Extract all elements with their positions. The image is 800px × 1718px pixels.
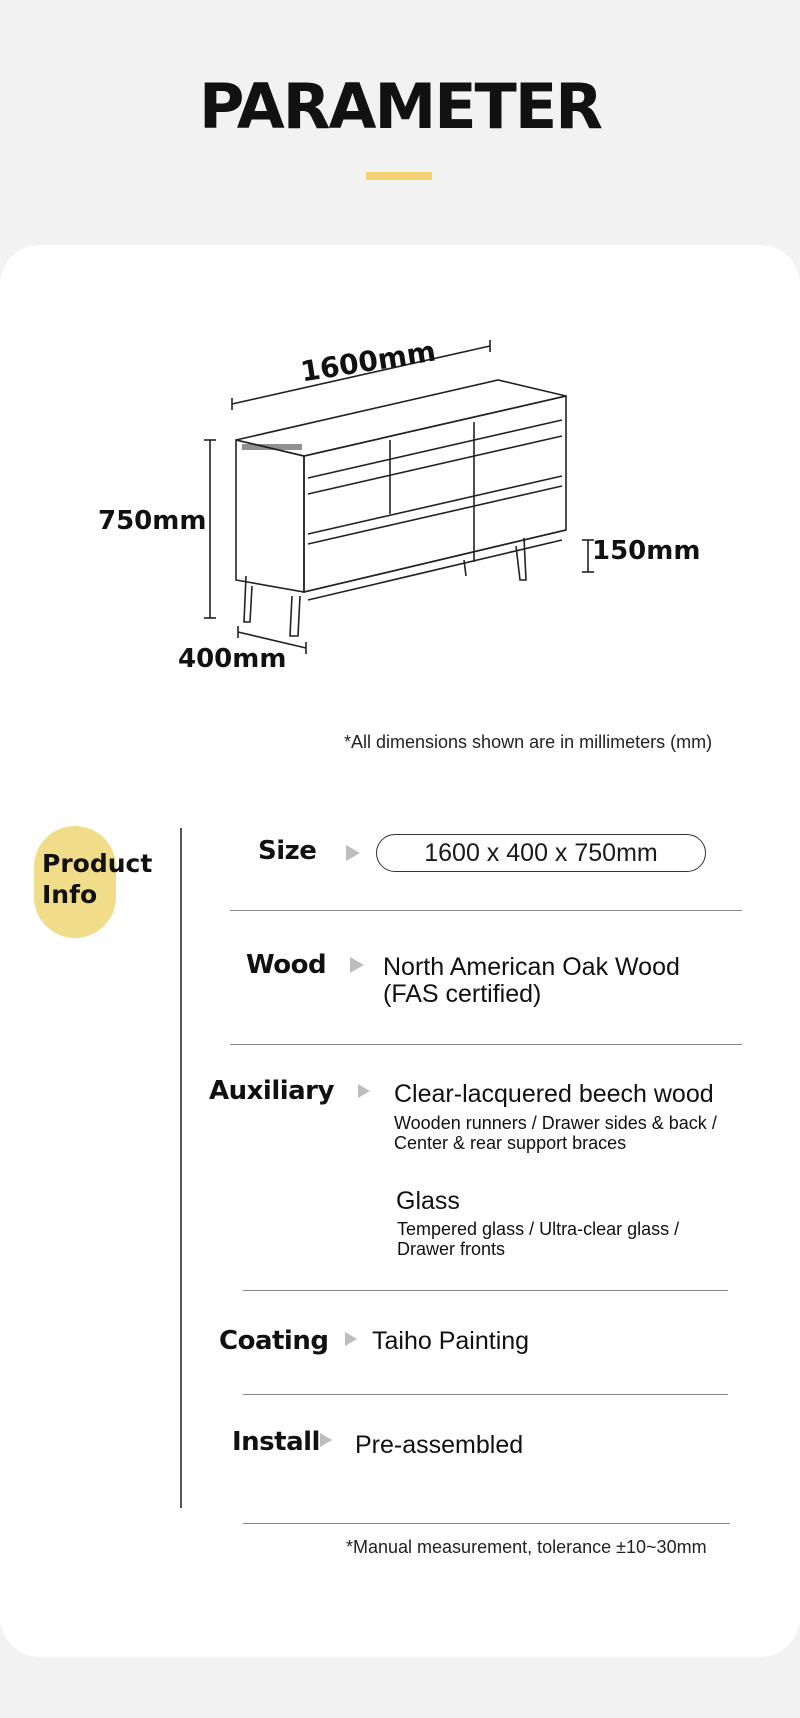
vertical-divider bbox=[180, 828, 182, 1508]
auxiliary-item2-line1: Tempered glass / Ultra-clear glass / bbox=[397, 1219, 680, 1239]
wood-value-line1: North American Oak Wood bbox=[383, 953, 680, 981]
dresser-line-drawing bbox=[190, 330, 610, 680]
dimension-note: *All dimensions shown are in millimeters (mm) bbox=[344, 732, 713, 752]
auxiliary-label: Auxiliary bbox=[209, 1076, 334, 1106]
size-label: Size bbox=[258, 836, 317, 866]
auxiliary-item2-line2: Drawer fronts bbox=[397, 1239, 506, 1259]
tolerance-note: *Manual measurement, tolerance ±10~30mm bbox=[346, 1537, 707, 1557]
install-label: Install bbox=[232, 1427, 320, 1457]
auxiliary-item1-line1: Wooden runners / Drawer sides & back / bbox=[394, 1113, 717, 1133]
product-info-label: Product Info bbox=[42, 849, 153, 909]
row-divider bbox=[230, 910, 742, 911]
coating-label: Coating bbox=[219, 1326, 329, 1356]
title-accent-bar bbox=[366, 172, 432, 180]
arrow-right-icon bbox=[350, 957, 364, 973]
height-dimension-label: 750mm bbox=[98, 506, 207, 536]
page-title: PARAMETER bbox=[199, 70, 601, 143]
width-dimension-label: 1600mm bbox=[298, 334, 439, 389]
wood-value-line2: (FAS certified) bbox=[383, 980, 542, 1008]
row-divider bbox=[243, 1290, 728, 1291]
arrow-right-icon bbox=[358, 1084, 370, 1098]
arrow-right-icon bbox=[346, 845, 360, 861]
auxiliary-item1-title: Clear-lacquered beech wood bbox=[394, 1080, 714, 1108]
depth-dimension-label: 400mm bbox=[178, 644, 287, 674]
install-value: Pre-assembled bbox=[355, 1431, 524, 1459]
wood-label: Wood bbox=[246, 950, 327, 980]
row-divider bbox=[243, 1523, 730, 1524]
auxiliary-item2-title: Glass bbox=[396, 1187, 460, 1215]
leg-height-dimension-label: 150mm bbox=[592, 536, 701, 566]
auxiliary-item1-line2: Center & rear support braces bbox=[394, 1133, 627, 1153]
size-value-pill: 1600 x 400 x 750mm bbox=[376, 834, 706, 872]
row-divider bbox=[243, 1394, 728, 1395]
arrow-right-icon bbox=[320, 1433, 332, 1447]
coating-value: Taiho Painting bbox=[372, 1327, 530, 1355]
row-divider bbox=[230, 1044, 742, 1045]
arrow-right-icon bbox=[345, 1332, 357, 1346]
